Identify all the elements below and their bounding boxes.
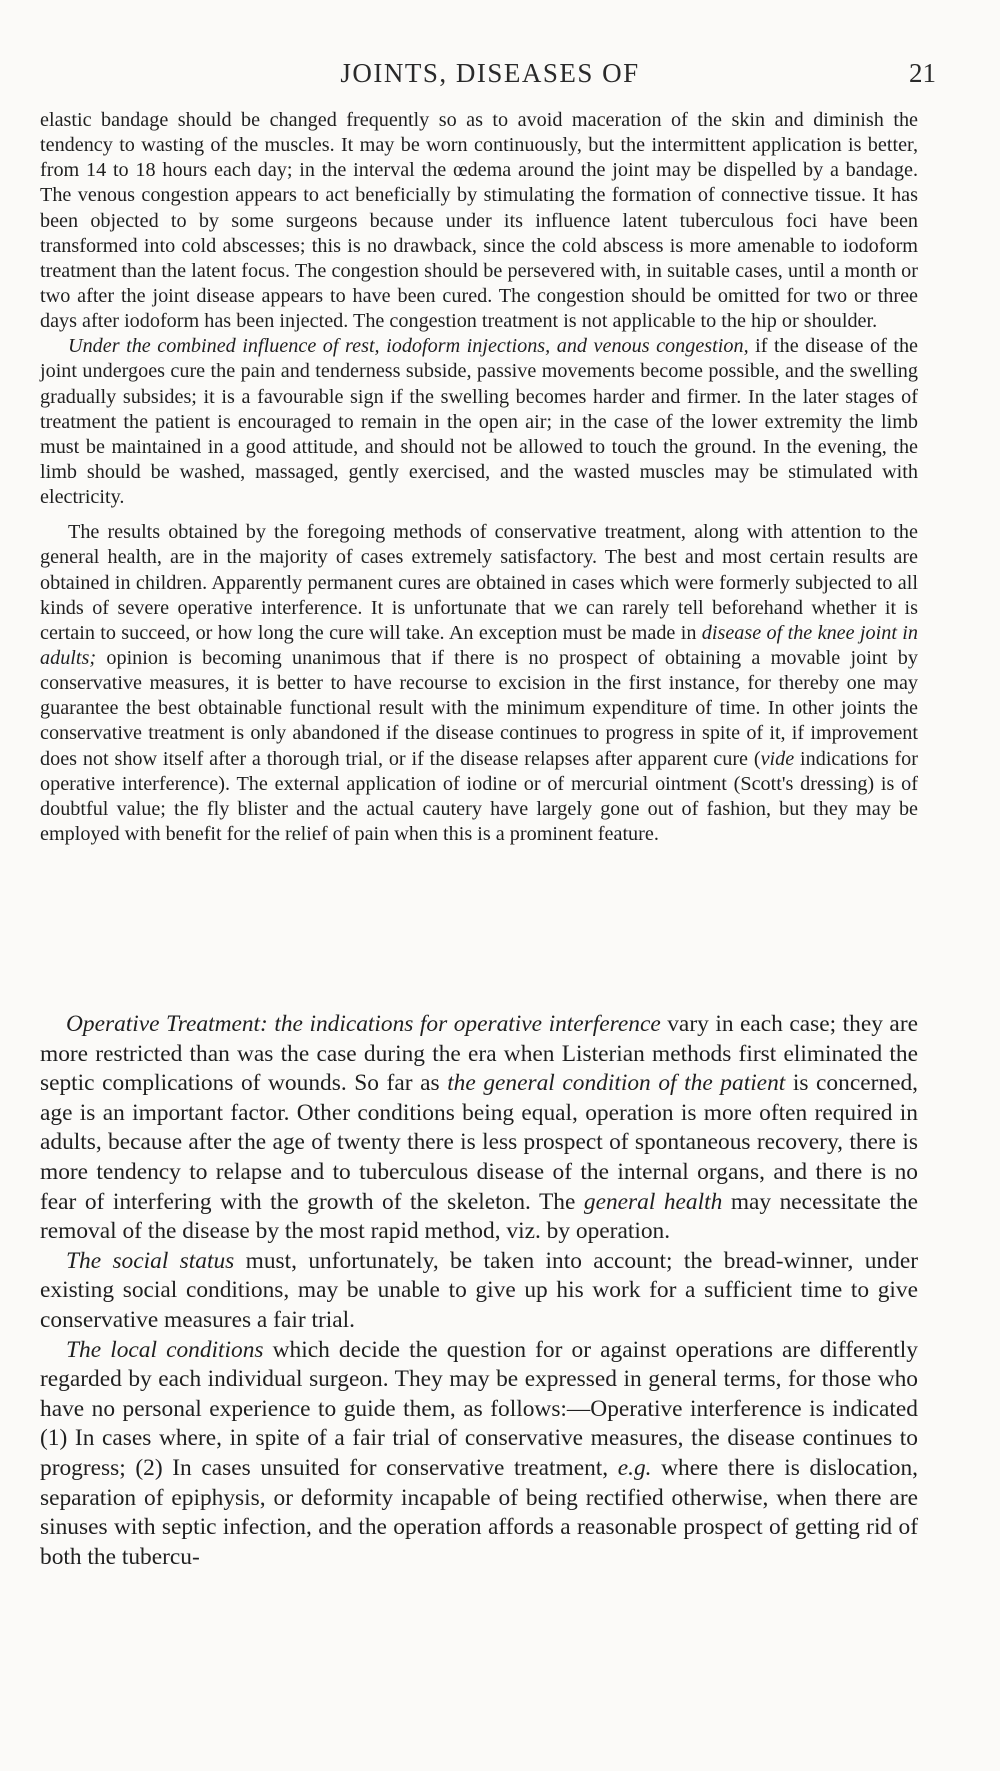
paragraph-text: opinion is becoming unanimous that if there is no prospect of obtaining a movable joint by conservative measures, it is better to have recourse to excision in the first instance, for thereby one may guarantee the best obtainable functional result with the minimum expenditure of time. In other joints the conservative treatment is only abandoned if the disease continues to progress in spite of it, if improvement does not show itself after a thorough trial, or if the disease relapses after apparent cure ( [40, 646, 918, 770]
paragraph-text: may necessitate the removal of the disease by the most rapid method, viz. by operation. [40, 1188, 918, 1245]
paragraph-text: if the disease of the joint undergoes cure the pain and tenderness subside, passive movements become possible, and the swelling gradually subsides; it is a favourable sign if the swelling becomes harder and firmer. In the later stages of treatment the patient is encouraged to remain in the open air; in the case of the lower extremity the limb must be maintained in a good attitude, and should not be allowed to touch the ground. In the evening, the limb should be washed, massaged, gently exercised, and the wasted muscles may be stimulated with electricity. [40, 335, 918, 509]
italic-phrase: The social status [66, 1247, 235, 1274]
small-print-section [40, 108, 918, 847]
paragraph-text: must, unfortunately, be taken into account; the bread-winner, under existing social conditions, may be unable to give up his work for a sufficient time to give conservative measures a fair trial. [40, 1247, 918, 1333]
paragraph-combined-influence [40, 334, 918, 510]
italic-phrase: Under the combined influence of rest, iodoform injections, and venous congestion, [68, 335, 749, 358]
paragraph-text: is concerned, age is an important factor. Other conditions being equal, operation is more often required in adults, because after the age of twenty there is less prospect of spontaneous recovery, there is more tendency to relapse and to tuberculous disease of the internal organs, and there is no fear of interfering with the growth of the skeleton. The [40, 1070, 918, 1215]
paragraph-local-conditions [40, 1336, 918, 1573]
paragraph-elastic-bandage [40, 108, 918, 334]
italic-phrase: vide [760, 747, 795, 770]
italic-phrase: general health [583, 1188, 723, 1215]
italic-phrase: Operative Treatment: the indications for operative interference [66, 1011, 661, 1037]
paragraph-text: where there is dislocation, separation of epiphysis, or deformity incapable of being rectified otherwise, when there are sinuses with septic infection, and the operation affords a reasonable prospect of getting rid of both the tubercu- [40, 1454, 918, 1570]
paragraph-social-status [40, 1247, 918, 1336]
page-number: 21 [909, 58, 936, 88]
paragraph-text: elastic bandage should be changed frequently so as to avoid maceration of the skin and diminish the tendency to wasting of the muscles. It may be worn continuously, but the intermittent application is better, from 14 to 18 hours each day; in the interval the œdema around the joint may be dispelled by a bandage. The venous congestion appears to act beneficially by stimulating the formation of connective tissue. It has been objected to by some surgeons because under its influence latent tuberculous foci have been transformed into cold abscesses; this is no drawback, since the cold abscess is more amenable to iodoform treatment than the latent focus. The congestion should be persevered with, in suitable cases, until a month or two after the joint disease appears to have been cured. The congestion should be omitted for two or three days after iodoform has been injected. The congestion treatment is not applicable to the hip or shoulder. [40, 109, 918, 333]
running-head [0, 58, 1000, 98]
italic-phrase: the general condition of the patient [447, 1070, 786, 1097]
paragraph-operative-treatment [40, 1010, 918, 1247]
paragraph-text: which decide the question for or against operations are differently regarded by each individual surgeon. They may be expressed in general terms, for those who have no personal experience to guide them, as follows:—Operative interference is indicated (1) In cases where, in spite of a fair trial of conservative measures, the disease continues to progress; (2) In cases unsuited for conservative treatment, [40, 1336, 918, 1481]
running-head-title: JOINTS, DISEASES OF [340, 58, 640, 88]
paragraph-text: vary in each case; they are more restricted than was the case during the era when Listerian methods first eliminated the septic complications of wounds. So far as [40, 1011, 918, 1097]
large-print-section [40, 1010, 918, 1572]
paragraph-results [40, 520, 918, 847]
paragraph-text: indications for operative interference). The external application of iodine or of mercurial ointment (Scott's dressing) is of doubtful value; the fly blister and the actual cautery have largely gone out of fashion, but they may be employed with benefit for the relief of pain when this is a prominent feature. [40, 747, 918, 845]
italic-phrase: The local conditions [66, 1336, 264, 1363]
italic-phrase: disease of the knee joint in adults; [40, 621, 918, 669]
italic-phrase: e.g. [617, 1454, 652, 1481]
paragraph-text: The results obtained by the foregoing methods of conservative treatment, along with attention to the general health, are in the majority of cases extremely satisfactory. The best and most certain results are obtained in children. Apparently permanent cures are obtained in cases which were formerly subjected to all kinds of severe operative interference. It is unfortunate that we can rarely tell beforehand whether it is certain to succeed, or how long the cure will take. An exception must be made in [40, 521, 918, 644]
